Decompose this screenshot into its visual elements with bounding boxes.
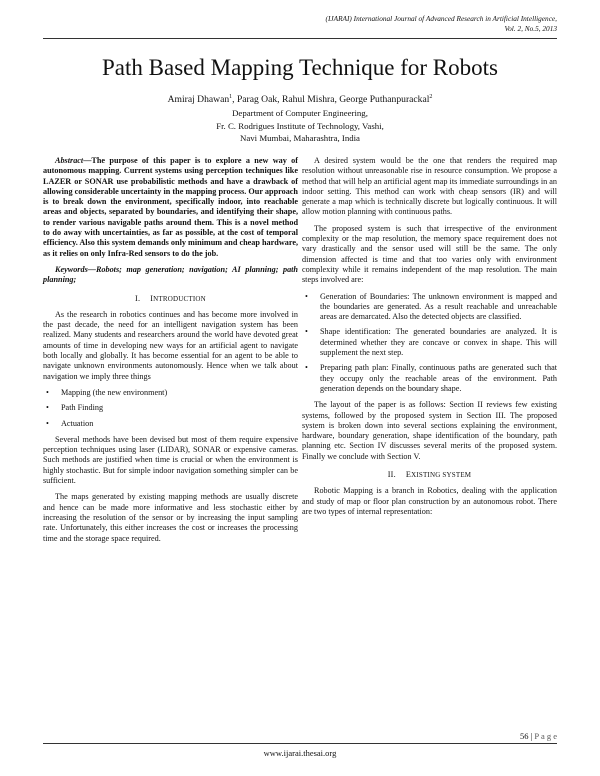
list-item: • Generation of Boundaries: The unknown environment is mapped and the boundaries are generated. As a result reachable and unreachable areas are demarcated. Also the detected objects are classified. [305,291,557,322]
bullet-icon: • [46,403,49,413]
page-number: 56 | P a g e [519,731,557,741]
author-rest: , Parag Oak, Rahul Mishra, George Puthanpurackal [232,94,430,106]
journal-header [326,14,557,34]
header-rule [43,38,557,39]
bullet-icon: • [46,387,49,397]
list-item: • Shape identification: The generated boundaries are analyzed. It is determined whether they are concave or convex in shape. This will supplement the next step. [305,327,557,358]
author-1-sup: 1 [229,94,233,100]
author-2-sup: 2 [429,94,433,100]
abstract-label: Abstract [55,156,84,165]
section-heading-existing-system: II. EXISTING SYSTEM [387,470,472,480]
journal-header-line2: Vol. 2, No.5, 2013 [504,24,557,33]
author-list [0,91,600,106]
body-paragraph: A desired system would be the one that renders the required map resolution without unreasonable rise in resource consumption. We propose a method that will help an artificial agent map its immediate surroundings in an indoor setting. This method can work with cheap sensors (IR) and will generate a map which is technically discrete but logically continuous. It will allow motion planning with continuous paths. [302,156,557,217]
body-paragraph: Robotic Mapping is a branch in Robotics, dealing with the application and study of map or floor plan construction by an autonomous robot. There are two types of internal representation: [302,486,557,516]
list-item: • Path Finding [46,403,104,413]
keywords: Keywords—Robots; map generation; navigation; AI planning; path planning; [43,264,298,285]
affiliation-line: Navi Mumbai, Maharashtra, India [240,133,360,143]
list-item: • Actuation [46,418,94,428]
author-1: Amiraj Dhawan [167,94,230,106]
footer-rule [43,743,557,744]
list-item: • Preparing path plan: Finally, continuous paths are generated such that they occupy only the reachable areas of the environment. Path generation depends on the boundary shape. [305,363,557,393]
section-heading-introduction: I. INTRODUCTION [135,293,206,303]
footer-url: www.ijarai.thesai.org [263,748,337,758]
body-paragraph: The proposed system is such that irrespective of the environment complexity or the map resolution, the memory space requirement does not vary drastically and the sensor used will still be the same. The only dimension affected is time and that too varies only with environment complexity while it remains independent of the map resolution. The main steps involved are: [302,223,557,285]
abstract-text: —The purpose of this paper is to explore a new way of autonomous mapping. Current systems using perception techniques like LAZER or SONAR use probabilistic methods and have a drawback of allowing considerable uncertainty in the mapping process. Our approach is to break down the environment, specifically indoor, into reachable areas and objects, separated by boundaries, and identifying their shape, to render various navigable paths around them. This is a novel method to do away with uncertainties, as far as possible, at the cost of temporal efficiency. Also this system demands only minimum and cheap hardware, as it relies on only Infra-Red sensors to do the job. [43,156,298,258]
bullet-icon: • [46,418,49,428]
page-label: P a g e [534,731,557,741]
affiliation [0,107,600,145]
list-item: • Mapping (the new environment) [46,387,168,397]
intro-paragraph: The maps generated by existing mapping methods are usually discrete and hence can be made more informative and less stochastic either by increasing the resolution of the sensor or by increasing the input sampling rate. Unfortunately, this either increases the cost or increases the processing time and the storage space required. [43,492,298,543]
left-column [43,156,298,550]
steps-bullet-list [302,292,557,395]
body-paragraph: The layout of the paper is as follows: Section II reviews few existing systems, followed by the proposed system in Section III. The proposed system is broken down into several sections explaining the environment, hardware, boundary generation, shape identification of the boundary, path planning etc. Section IV discusses several merits of the proposed system. Finally we conclude with Section V. [302,400,557,461]
journal-header-line1: (IJARAI) International Journal of Advanced Research in Artificial Intelligence, [325,14,557,23]
intro-paragraph: Several methods have been devised but most of them require expensive perception techniques using laser (LIDAR), SONAR or expensive cameras. Such methods are justified when time is crucial or when the environment is highly stochastic. But for simple indoor navigation something simpler can be sufficient. [43,434,298,486]
affiliation-line: Fr. C. Rodrigues Institute of Technology, Vashi, [216,120,384,131]
bullet-icon: • [305,327,308,337]
intro-bullet-list [43,388,298,429]
abstract [43,156,298,259]
affiliation-line: Department of Computer Engineering, [232,108,368,118]
paper-title: Path Based Mapping Technique for Robots [102,55,498,80]
bullet-icon: • [305,291,308,301]
right-column [302,156,557,523]
bullet-icon: • [305,363,308,373]
intro-paragraph: As the research in robotics continues and has become more involved in the past decade, the need for an intelligent navigation system has been realized. Many students and researchers around the world have devoted great amounts of time in developing new ways for an artificial agent to navigate both locally and globally. It has become essential for an agent to be able to navigate unknown environments autonomously. Hence when we talk about navigation we imply three things [43,309,298,381]
